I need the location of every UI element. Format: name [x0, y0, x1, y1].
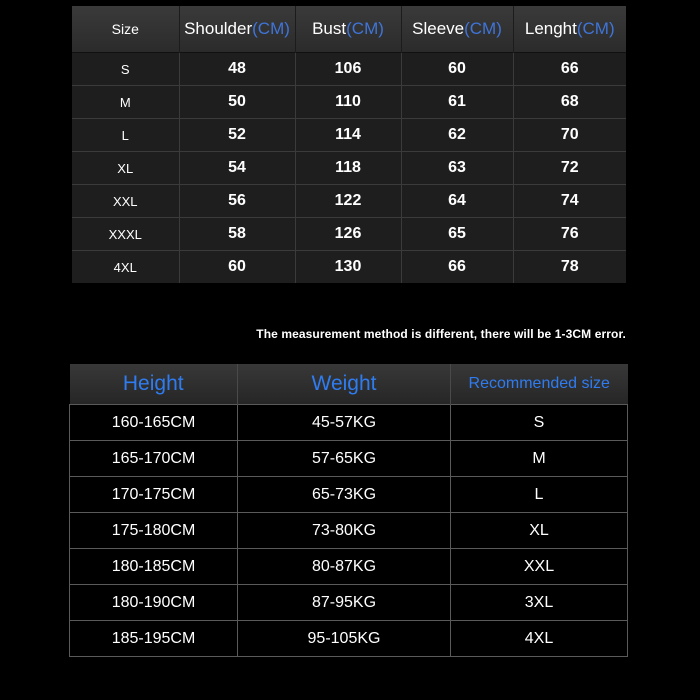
shoulder-cell: 54	[179, 152, 295, 185]
height-cell: 185-195CM	[70, 621, 238, 657]
header-height: Height	[70, 364, 238, 405]
recommended-size-cell: S	[451, 405, 628, 441]
sleeve-cell: 60	[401, 53, 513, 86]
bust-cell: 106	[295, 53, 401, 86]
weight-cell: 80-87KG	[238, 549, 451, 585]
bust-cell: 126	[295, 218, 401, 251]
bust-cell: 118	[295, 152, 401, 185]
shoulder-cell: 60	[179, 251, 295, 284]
height-cell: 165-170CM	[70, 441, 238, 477]
length-cell: 66	[513, 53, 626, 86]
recommended-size-cell: L	[451, 477, 628, 513]
size-cell: 4XL	[72, 251, 179, 284]
bust-cell: 122	[295, 185, 401, 218]
length-cell: 74	[513, 185, 626, 218]
bust-cell: 130	[295, 251, 401, 284]
sleeve-cell: 65	[401, 218, 513, 251]
shoulder-cell: 56	[179, 185, 295, 218]
header-weight: Weight	[238, 364, 451, 405]
table-row	[70, 405, 628, 441]
length-cell: 70	[513, 119, 626, 152]
height-cell: 160-165CM	[70, 405, 238, 441]
sleeve-cell: 61	[401, 86, 513, 119]
height-cell: 180-185CM	[70, 549, 238, 585]
table-row	[72, 251, 626, 284]
table-row	[70, 441, 628, 477]
table-row	[72, 152, 626, 185]
size-chart-table	[72, 6, 626, 283]
recommended-size-cell: M	[451, 441, 628, 477]
header-sleeve: Sleeve(CM)	[401, 6, 513, 53]
length-cell: 68	[513, 86, 626, 119]
weight-cell: 57-65KG	[238, 441, 451, 477]
table-row	[72, 185, 626, 218]
recommended-size-cell: XXL	[451, 549, 628, 585]
sleeve-cell: 66	[401, 251, 513, 284]
sleeve-cell: 62	[401, 119, 513, 152]
weight-cell: 65-73KG	[238, 477, 451, 513]
recommended-size-cell: 3XL	[451, 585, 628, 621]
shoulder-cell: 52	[179, 119, 295, 152]
size-cell: M	[72, 86, 179, 119]
table-row	[72, 218, 626, 251]
recommended-size-table	[69, 364, 628, 657]
weight-cell: 73-80KG	[238, 513, 451, 549]
length-cell: 72	[513, 152, 626, 185]
size-cell: S	[72, 53, 179, 86]
height-cell: 170-175CM	[70, 477, 238, 513]
table-row	[72, 119, 626, 152]
sleeve-cell: 64	[401, 185, 513, 218]
size-cell: XL	[72, 152, 179, 185]
recommended-size-cell: 4XL	[451, 621, 628, 657]
weight-cell: 87-95KG	[238, 585, 451, 621]
bust-cell: 114	[295, 119, 401, 152]
table-row	[70, 477, 628, 513]
size-cell: XXL	[72, 185, 179, 218]
shoulder-cell: 58	[179, 218, 295, 251]
weight-cell: 95-105KG	[238, 621, 451, 657]
size-cell: XXXL	[72, 218, 179, 251]
length-cell: 76	[513, 218, 626, 251]
weight-cell: 45-57KG	[238, 405, 451, 441]
recommend-header-row	[70, 364, 628, 405]
header-length: Lenght(CM)	[513, 6, 626, 53]
height-cell: 180-190CM	[70, 585, 238, 621]
bust-cell: 110	[295, 86, 401, 119]
shoulder-cell: 48	[179, 53, 295, 86]
header-bust: Bust(CM)	[295, 6, 401, 53]
table-row	[70, 513, 628, 549]
table-row	[70, 621, 628, 657]
sleeve-cell: 63	[401, 152, 513, 185]
length-cell: 78	[513, 251, 626, 284]
size-cell: L	[72, 119, 179, 152]
size-chart-header-row	[72, 6, 626, 53]
table-row	[70, 585, 628, 621]
table-row	[72, 86, 626, 119]
height-cell: 175-180CM	[70, 513, 238, 549]
header-recommended-size: Recommended size	[451, 364, 628, 405]
table-row	[72, 53, 626, 86]
header-shoulder: Shoulder(CM)	[179, 6, 295, 53]
measurement-note: The measurement method is different, there will be 1-3CM error.	[256, 327, 626, 341]
recommended-size-cell: XL	[451, 513, 628, 549]
header-size: Size	[72, 6, 179, 53]
table-row	[70, 549, 628, 585]
shoulder-cell: 50	[179, 86, 295, 119]
